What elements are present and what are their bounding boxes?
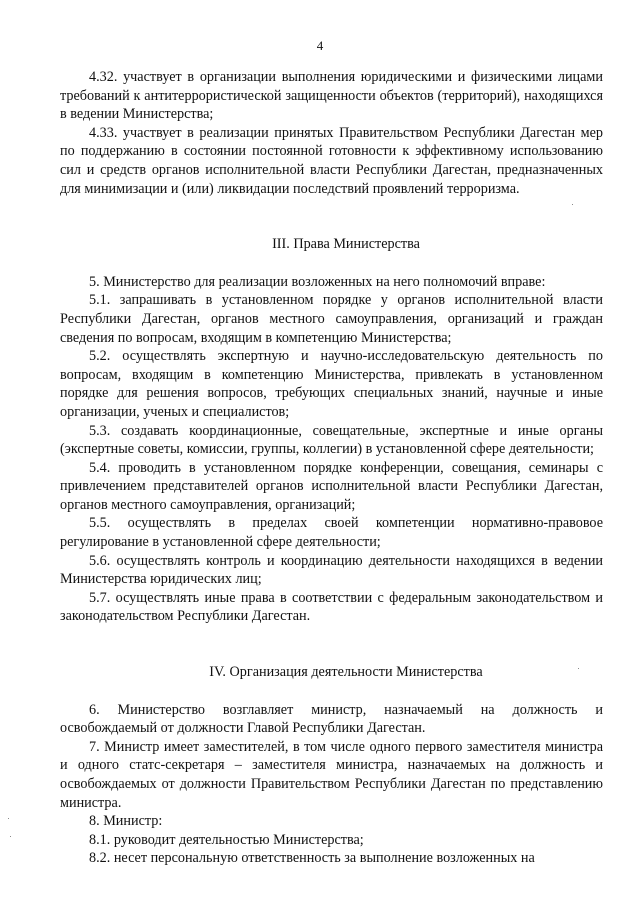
scan-speck bbox=[10, 836, 11, 837]
section-heading-organization: IV. Организация деятельности Министерства bbox=[209, 664, 483, 681]
scan-speck bbox=[578, 668, 579, 669]
paragraph-5: 5. Министерство для реализации возложенных на него полномочий вправе: bbox=[89, 273, 546, 290]
paragraph-5-6: 5.6. осуществлять контроль и координацию деятельности находящихся в ведении Министерства юридических лиц; bbox=[60, 552, 603, 588]
paragraph-5-4: 5.4. проводить в установленном порядке конференции, совещания, семинары с привлечением представителей органов исполнительной власти Республики Дагестан, органов местного самоуправления, организаций; bbox=[60, 459, 603, 513]
section-heading-rights: III. Права Министерства bbox=[272, 236, 420, 253]
paragraph-5-3: 5.3. создавать координационные, совещательные, экспертные и иные органы (экспертные советы, комиссии, группы, коллегии) в установленной сфере деятельности; bbox=[60, 422, 603, 458]
paragraph-8-1: 8.1. руководит деятельностью Министерства; bbox=[89, 831, 364, 848]
paragraph-4-33: 4.33. участвует в реализации принятых Правительством Республики Дагестан мер по поддержанию в состоянии постоянной готовности к эффективному использованию сил и средств органов исполнительной власти Республики Дагестан, предназначенных для минимизации и (или) ликвидации последствий проявлений терроризма. bbox=[60, 124, 603, 197]
paragraph-5-7: 5.7. осуществлять иные права в соответствии с федеральным законодательством и законодательством Республики Дагестан. bbox=[60, 589, 603, 625]
paragraph-5-1: 5.1. запрашивать в установленном порядке у органов исполнительной власти Республики Дагестан, органов местного самоуправления, организаций и граждан сведения по вопросам, входящим в компетенцию Министерства; bbox=[60, 292, 603, 346]
paragraph-8-2: 8.2. несет персональную ответственность за выполнение возложенных на bbox=[89, 850, 535, 867]
paragraph-6: 6. Министерство возглавляет министр, назначаемый на должность и освобождаемый от должности Главой Республики Дагестан. bbox=[60, 701, 603, 737]
scan-speck bbox=[8, 818, 9, 819]
paragraph-5-5: 5.5. осуществлять в пределах своей компетенции нормативно-правовое регулирование в установленной сфере деятельности; bbox=[60, 515, 603, 551]
page-number: 4 bbox=[316, 38, 324, 53]
paragraph-5-2: 5.2. осуществлять экспертную и научно-исследовательскую деятельность по вопросам, входящим в компетенцию Министерства, привлекать в установленном порядке для решения вопросов, требующих специальных знаний, научные и иные организации, ученых и специалистов; bbox=[60, 348, 603, 420]
paragraph-7: 7. Министр имеет заместителей, в том числе одного первого заместителя министра и одного статс-секретаря – заместителя министра, назначаемых на должность и освобождаемых от должности Правительством Республики Дагестан по представлению министра. bbox=[60, 738, 603, 811]
paragraph-8: 8. Министр: bbox=[89, 813, 163, 830]
paragraph-4-32: 4.32. участвует в организации выполнения юридическими и физическими лицами требований к антитеррористической защищенности объектов (территорий), находящихся в ведении Министерства; bbox=[60, 69, 603, 123]
scan-speck bbox=[572, 204, 573, 205]
document-body bbox=[60, 68, 603, 868]
